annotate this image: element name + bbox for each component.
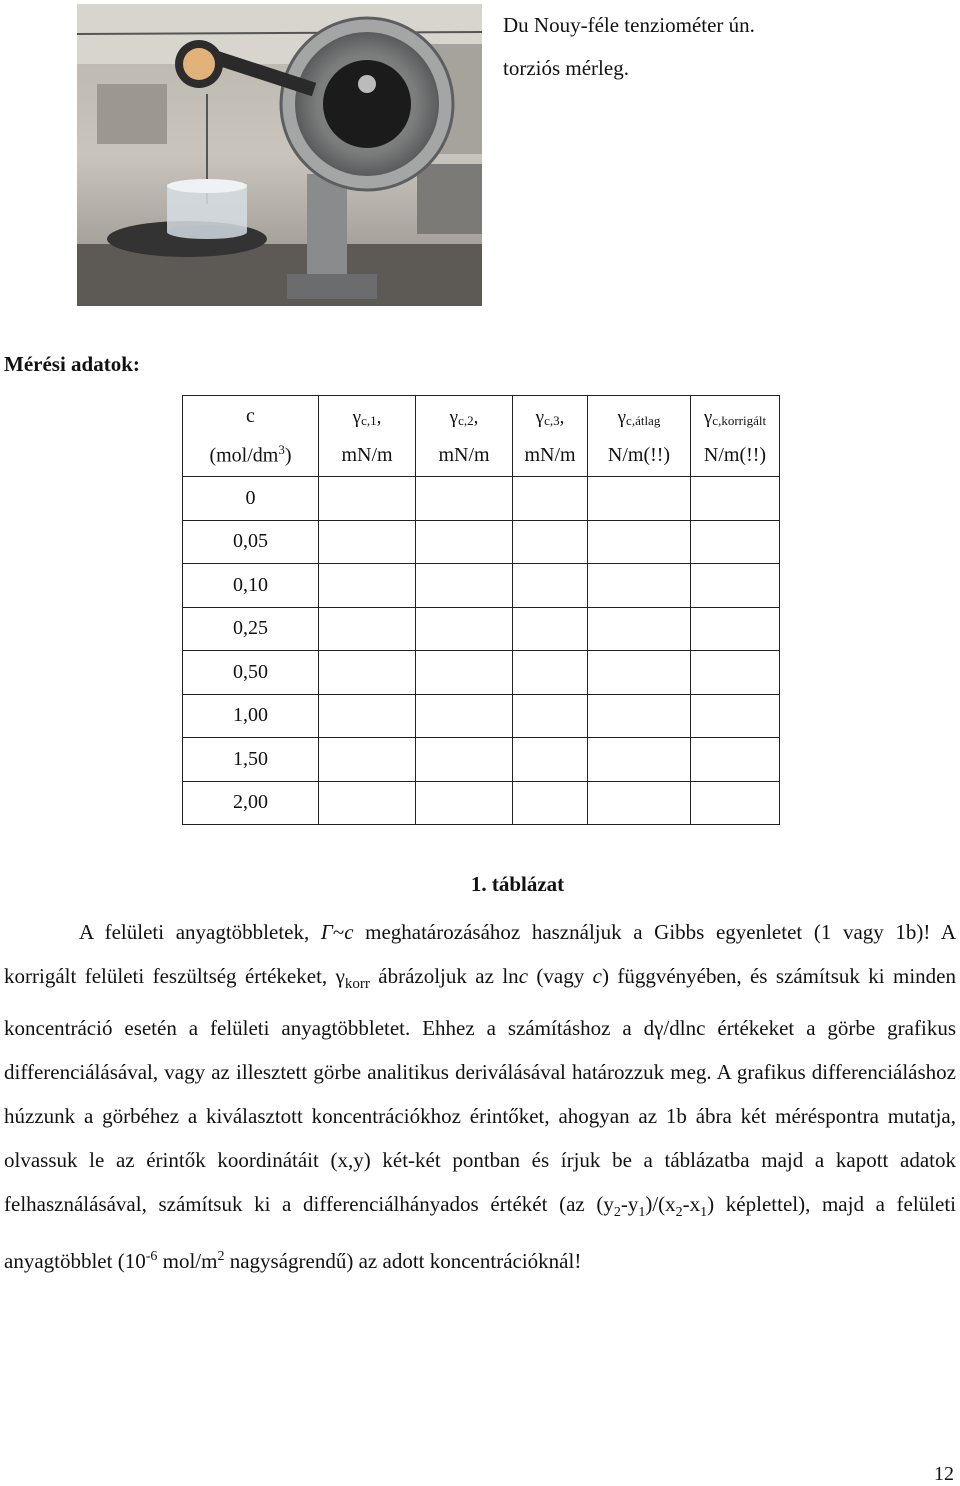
header-concentration-symbol: c [246,405,255,428]
table-row [183,520,780,564]
table-row [183,564,780,608]
table-row [183,477,780,521]
header-gamma-2: $\gamma_{c,2}$, mN/m [416,396,513,477]
header-gamma-average: $\gamma_{c,átlag}$ N/m(!!) [588,396,691,477]
page-number: 12 [934,1463,954,1485]
table-row [183,738,780,782]
header-gamma-1: $\gamma_{c,1}$, mN/m [319,396,416,477]
table-row [183,781,780,825]
table-row [183,694,780,738]
concentration-cell: 1,50 [183,738,319,782]
concentration-cell: 0,25 [183,607,319,651]
header-gamma-3: $\gamma_{c,3}$, mN/m [513,396,588,477]
paragraph-text: A felületi anyagtöbbletek, Γ~c meghatározásához használjuk a Gibbs egyenletet (1 vagy 1b)! A korrigált felületi feszültség értékeket, $\gamma_{korr}$ ábrázoljuk az lnc (vagy c) függvényében, és számítsuk ki minden koncentráció esetén a felületi anyagtöbbletet. Ehhez a számításhoz a dγ/dlnc értékeket a görbe grafikus differenciálásával, vagy az illesztett görbe analitikus deriválásával határozzuk meg. A grafikus differenciáláshoz húzzunk a görbéhez a kiválasztott koncentrációkhoz érintőket, ahogyan az 1b ábra két méréspontra mutatja, olvassuk le az érintők koordinátáit (x,y) két-két pontban és írjuk be a táblázatba majd a kapott adatok felhasználásával, számítsuk ki a differenciálhányados értékét (az $(y_2-y_1)/(x_2-x_1)$ képlettel), majd a felületi anyagtöbblet ($10^{-6}$ mol/$m^2$ nagyságrendű) az adott koncentrációknál! [4,920,957,1274]
body-paragraph [4,910,956,1283]
table-caption: 1. táblázat [470,872,565,896]
table-header-row [183,396,780,477]
concentration-cell: 0 [183,477,319,521]
photo-caption [503,4,943,90]
table-row [183,651,780,695]
concentration-cell: 0,10 [183,564,319,608]
header-concentration-unit: $(mol/dm^3)$ [209,442,292,467]
caption-line-2: torziós mérleg. [503,56,629,80]
header-gamma-corrected: $\gamma_{c,korrigált}$ N/m(!!) [691,396,780,477]
section-title: Mérési adatok: [4,352,140,376]
header-concentration [183,396,319,477]
concentration-cell: 2,00 [183,781,319,825]
concentration-cell: 0,05 [183,520,319,564]
table-row [183,607,780,651]
caption-line-1: Du Nouy-féle tenziométer ún. [503,13,755,37]
measurement-table [182,395,780,825]
concentration-cell: 0,50 [183,651,319,695]
tensiometer-illustration [77,4,482,306]
concentration-cell: 1,00 [183,694,319,738]
tensiometer-photo [77,4,482,306]
